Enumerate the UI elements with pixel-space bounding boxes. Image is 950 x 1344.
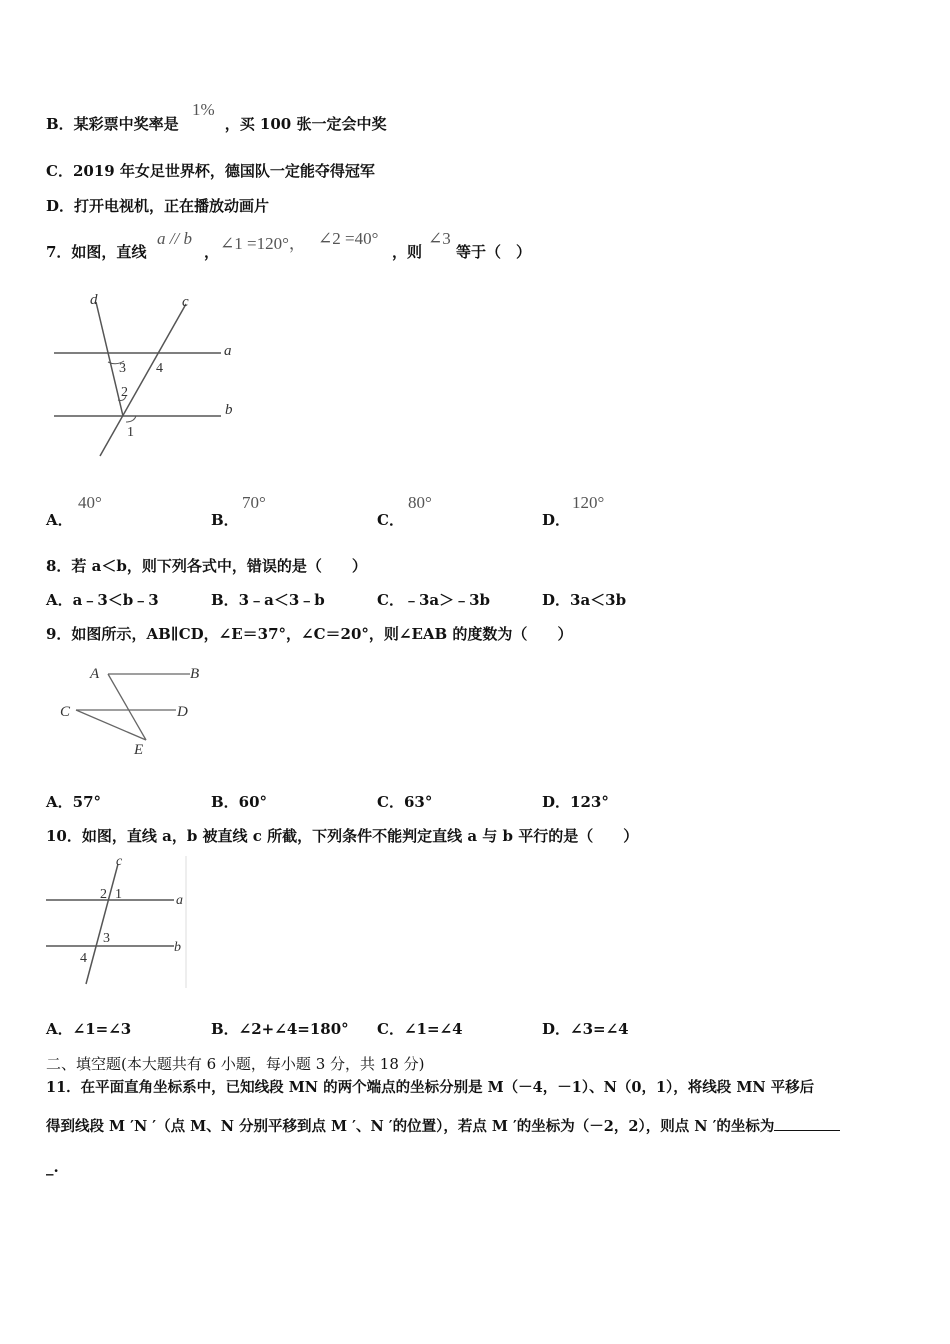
- q9-stem: 9．如图所示，AB∥CD，∠E＝37°，∠C＝20°，则∠EAB 的度数为（ ）: [46, 625, 573, 643]
- q7-math-angle1: ∠1 =120°，: [220, 234, 306, 253]
- q10-option-d: D．∠3=∠4: [542, 1020, 629, 1038]
- q11-line2: [46, 1116, 840, 1137]
- q7-option-d-letter: D．: [542, 511, 571, 529]
- q8-option-b: B．3﹣a＜3﹣b: [211, 591, 325, 609]
- q10-line-c: [86, 864, 118, 984]
- q9-option-d: D．123°: [542, 793, 609, 811]
- q6-option-b: [46, 114, 386, 134]
- q7-option-a-value: 40°: [78, 493, 102, 512]
- q7-label-c: c: [182, 294, 189, 310]
- q10-label-a: a: [176, 893, 183, 908]
- q9-figure: [58, 662, 208, 762]
- q11-line1: 11．在平面直角坐标系中，已知线段 MN 的两个端点的坐标分别是 M（－4，－1）、N（0，1），将线段 MN 平移后: [46, 1079, 815, 1096]
- q9-label-e: E: [134, 742, 144, 758]
- q7-sep2: ，则: [392, 243, 423, 261]
- q11-answer-blank[interactable]: [774, 1116, 840, 1131]
- q10-label-4: 4: [80, 951, 87, 966]
- q7-label-b: b: [225, 402, 233, 418]
- q6-option-b-math: 1%: [192, 100, 215, 119]
- q9-label-d: D: [177, 704, 188, 720]
- q6-option-c: C．2019 年女足世界杯，德国队一定能夺得冠军: [46, 162, 375, 180]
- q7-label-4: 4: [156, 361, 163, 376]
- q7-label-1: 1: [127, 425, 134, 440]
- q9-label-b: B: [190, 666, 200, 682]
- q7-option-a-letter: A．: [46, 511, 73, 529]
- q7-line-c: [100, 304, 186, 456]
- q9-option-b: B．60°: [211, 793, 268, 811]
- q10-label-1: 1: [115, 887, 122, 902]
- q10-label-b: b: [174, 940, 181, 955]
- q9-option-a: A．57°: [46, 793, 102, 811]
- q10-label-3: 3: [103, 931, 110, 946]
- q9-line-ce: [76, 710, 146, 740]
- q10-label-2: 2: [100, 887, 107, 902]
- q7-option-b-value: 70°: [242, 493, 266, 512]
- q6-option-d: D．打开电视机，正在播放动画片: [46, 197, 270, 215]
- q9-line-ae: [108, 674, 146, 740]
- q7-label-a: a: [224, 343, 232, 359]
- q9-label-c: C: [60, 704, 71, 720]
- q10-label-c: c: [116, 854, 123, 869]
- q6-option-b-post: ，买 100 张一定会中奖: [224, 115, 387, 133]
- q7-label-2: 2: [121, 385, 128, 400]
- q10-stem: 10．如图，直线 a，b 被直线 c 所截，下列条件不能判定直线 a 与 b 平行的是（ ）: [46, 827, 639, 845]
- q7-sep1: ，: [204, 243, 220, 261]
- q7-line-d: [96, 302, 123, 416]
- q7-option-c-letter: C．: [377, 511, 404, 529]
- q7-label-3: 3: [119, 361, 126, 376]
- q7-arc-1: [126, 416, 136, 422]
- q8-stem: 8．若 a＜b，则下列各式中，错误的是（ ）: [46, 557, 367, 575]
- q7-figure: [46, 288, 246, 463]
- q9-option-c: C．63°: [377, 793, 433, 811]
- q7-option-d-value: 120°: [572, 493, 605, 512]
- q8-option-a: A．a﹣3＜b﹣3: [46, 591, 159, 609]
- q7-math-parallel: a // b: [157, 229, 192, 248]
- q7-option-b-letter: B．: [211, 511, 239, 529]
- q7-math-angle3: ∠3: [428, 229, 451, 248]
- q10-option-b: B．∠2+∠4=180°: [211, 1020, 349, 1038]
- q7-math-angle2: ∠2 =40°: [318, 229, 379, 248]
- q6-option-b-pre: B．某彩票中奖率是: [46, 115, 179, 133]
- q9-label-a: A: [90, 666, 100, 682]
- q7-stem-suffix: 等于（ ）: [456, 243, 532, 261]
- q7-label-d: d: [90, 292, 98, 308]
- q10-option-c: C．∠1=∠4: [377, 1020, 463, 1038]
- q10-figure: [44, 854, 190, 992]
- section2-title: 二、填空题(本大题共有 6 小题，每小题 3 分，共 18 分): [46, 1055, 425, 1073]
- q7-option-c-value: 80°: [408, 493, 432, 512]
- q11-line3: _.: [46, 1158, 59, 1176]
- q7-stem-prefix: 7．如图，直线: [46, 243, 147, 261]
- q8-option-d: D．3a＜3b: [542, 591, 627, 609]
- q10-option-a: A．∠1=∠3: [46, 1020, 132, 1038]
- q8-option-c: C．﹣3a＞﹣3b: [377, 591, 491, 609]
- q11-line2-text: 得到线段 M ′N ′（点 M、N 分别平移到点 M ′、N ′的位置），若点 M ′的坐标为（－2，2），则点 N ′的坐标为: [46, 1118, 775, 1135]
